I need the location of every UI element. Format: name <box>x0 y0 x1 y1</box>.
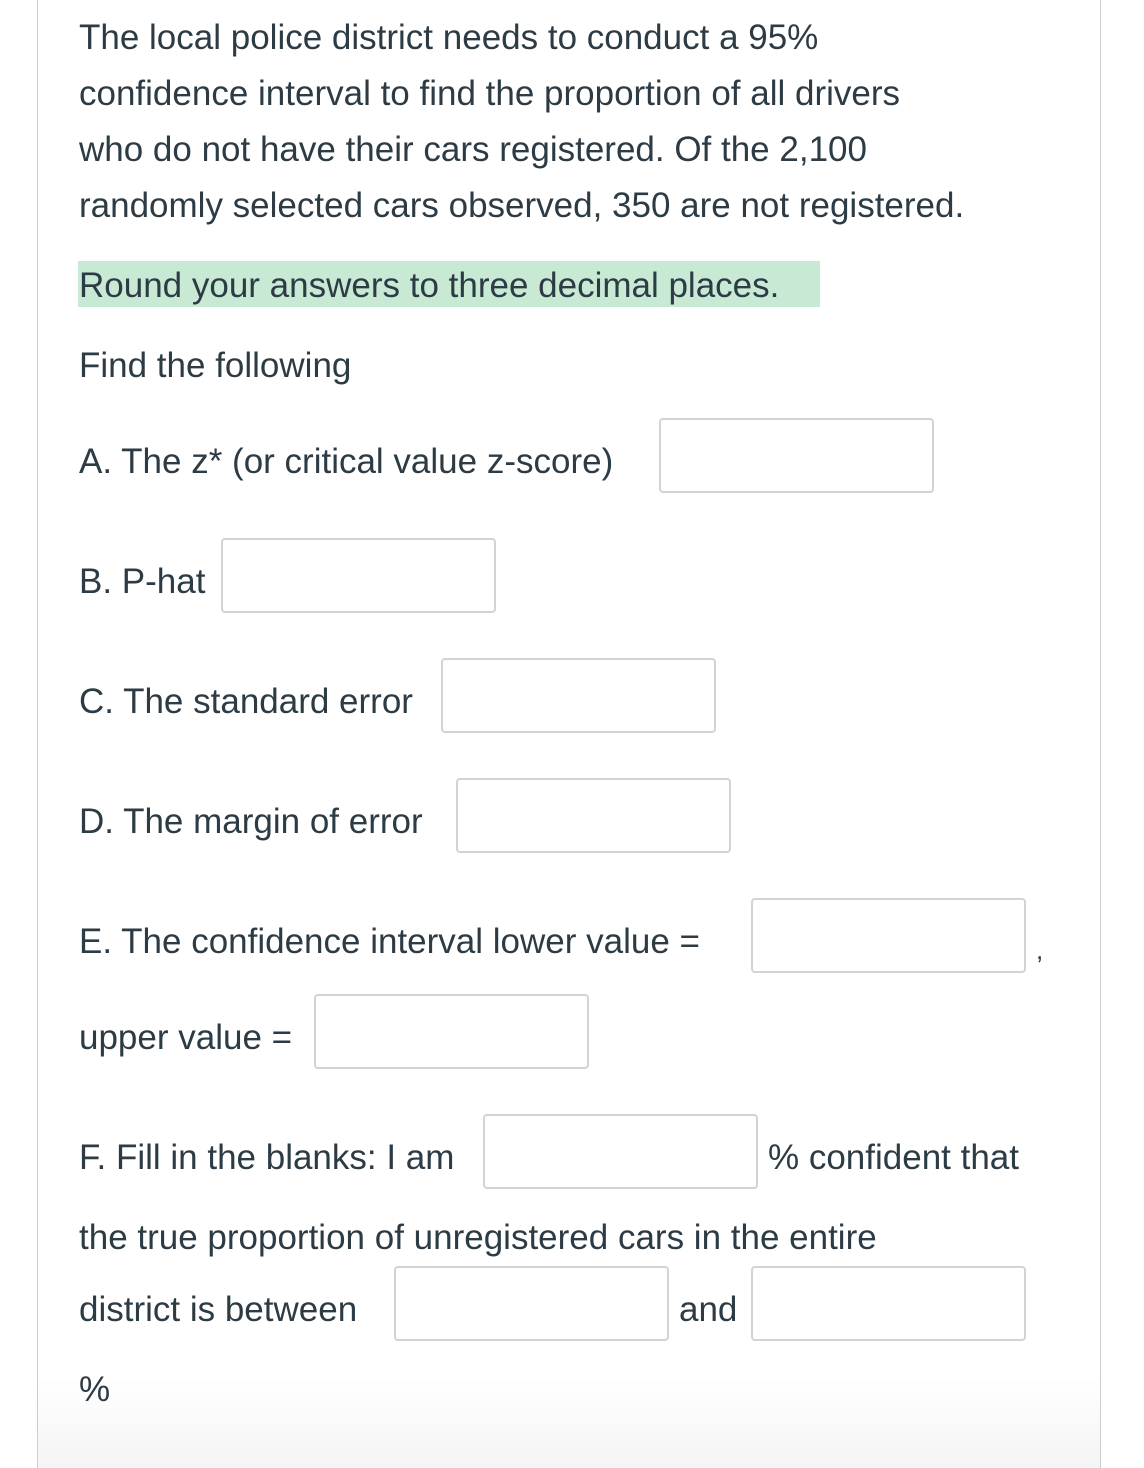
p-hat-input[interactable] <box>221 538 496 613</box>
between-lower-input[interactable] <box>394 1266 669 1341</box>
percent-confident-label: % confident that <box>768 1138 1019 1177</box>
find-following-label: Find the following <box>79 346 352 385</box>
between-label: district is between <box>79 1290 358 1329</box>
intro-line-3: who do not have their cars registered. Of the 2,100 <box>79 130 867 169</box>
comma-separator: , <box>1036 935 1044 965</box>
rounding-note: Round your answers to three decimal places. <box>79 266 780 305</box>
and-label: and <box>679 1290 738 1329</box>
part-f-line-2: the true proportion of unregistered cars in the entire <box>79 1218 877 1257</box>
ci-upper-input[interactable] <box>314 994 589 1069</box>
intro-line-1: The local police district needs to conduct a 95% <box>79 18 819 57</box>
percent-end-label: % <box>79 1370 111 1409</box>
intro-line-2: confidence interval to find the proportion of all drivers <box>79 74 901 113</box>
z-star-input[interactable] <box>659 418 934 493</box>
part-d-label: D. The margin of error <box>79 802 423 841</box>
margin-of-error-input[interactable] <box>456 778 731 853</box>
part-e-label: E. The confidence interval lower value = <box>79 922 700 961</box>
part-a-label: A. The z* (or critical value z-score) <box>79 442 614 481</box>
upper-value-label: upper value = <box>79 1018 293 1057</box>
part-b-label: B. P-hat <box>79 562 206 601</box>
intro-line-4: randomly selected cars observed, 350 are not registered. <box>79 186 965 225</box>
ci-lower-input[interactable] <box>751 898 1026 973</box>
standard-error-input[interactable] <box>441 658 716 733</box>
part-c-label: C. The standard error <box>79 682 413 721</box>
part-f-label: F. Fill in the blanks: I am <box>79 1138 455 1177</box>
between-upper-input[interactable] <box>751 1266 1026 1341</box>
confidence-percent-input[interactable] <box>483 1114 758 1189</box>
